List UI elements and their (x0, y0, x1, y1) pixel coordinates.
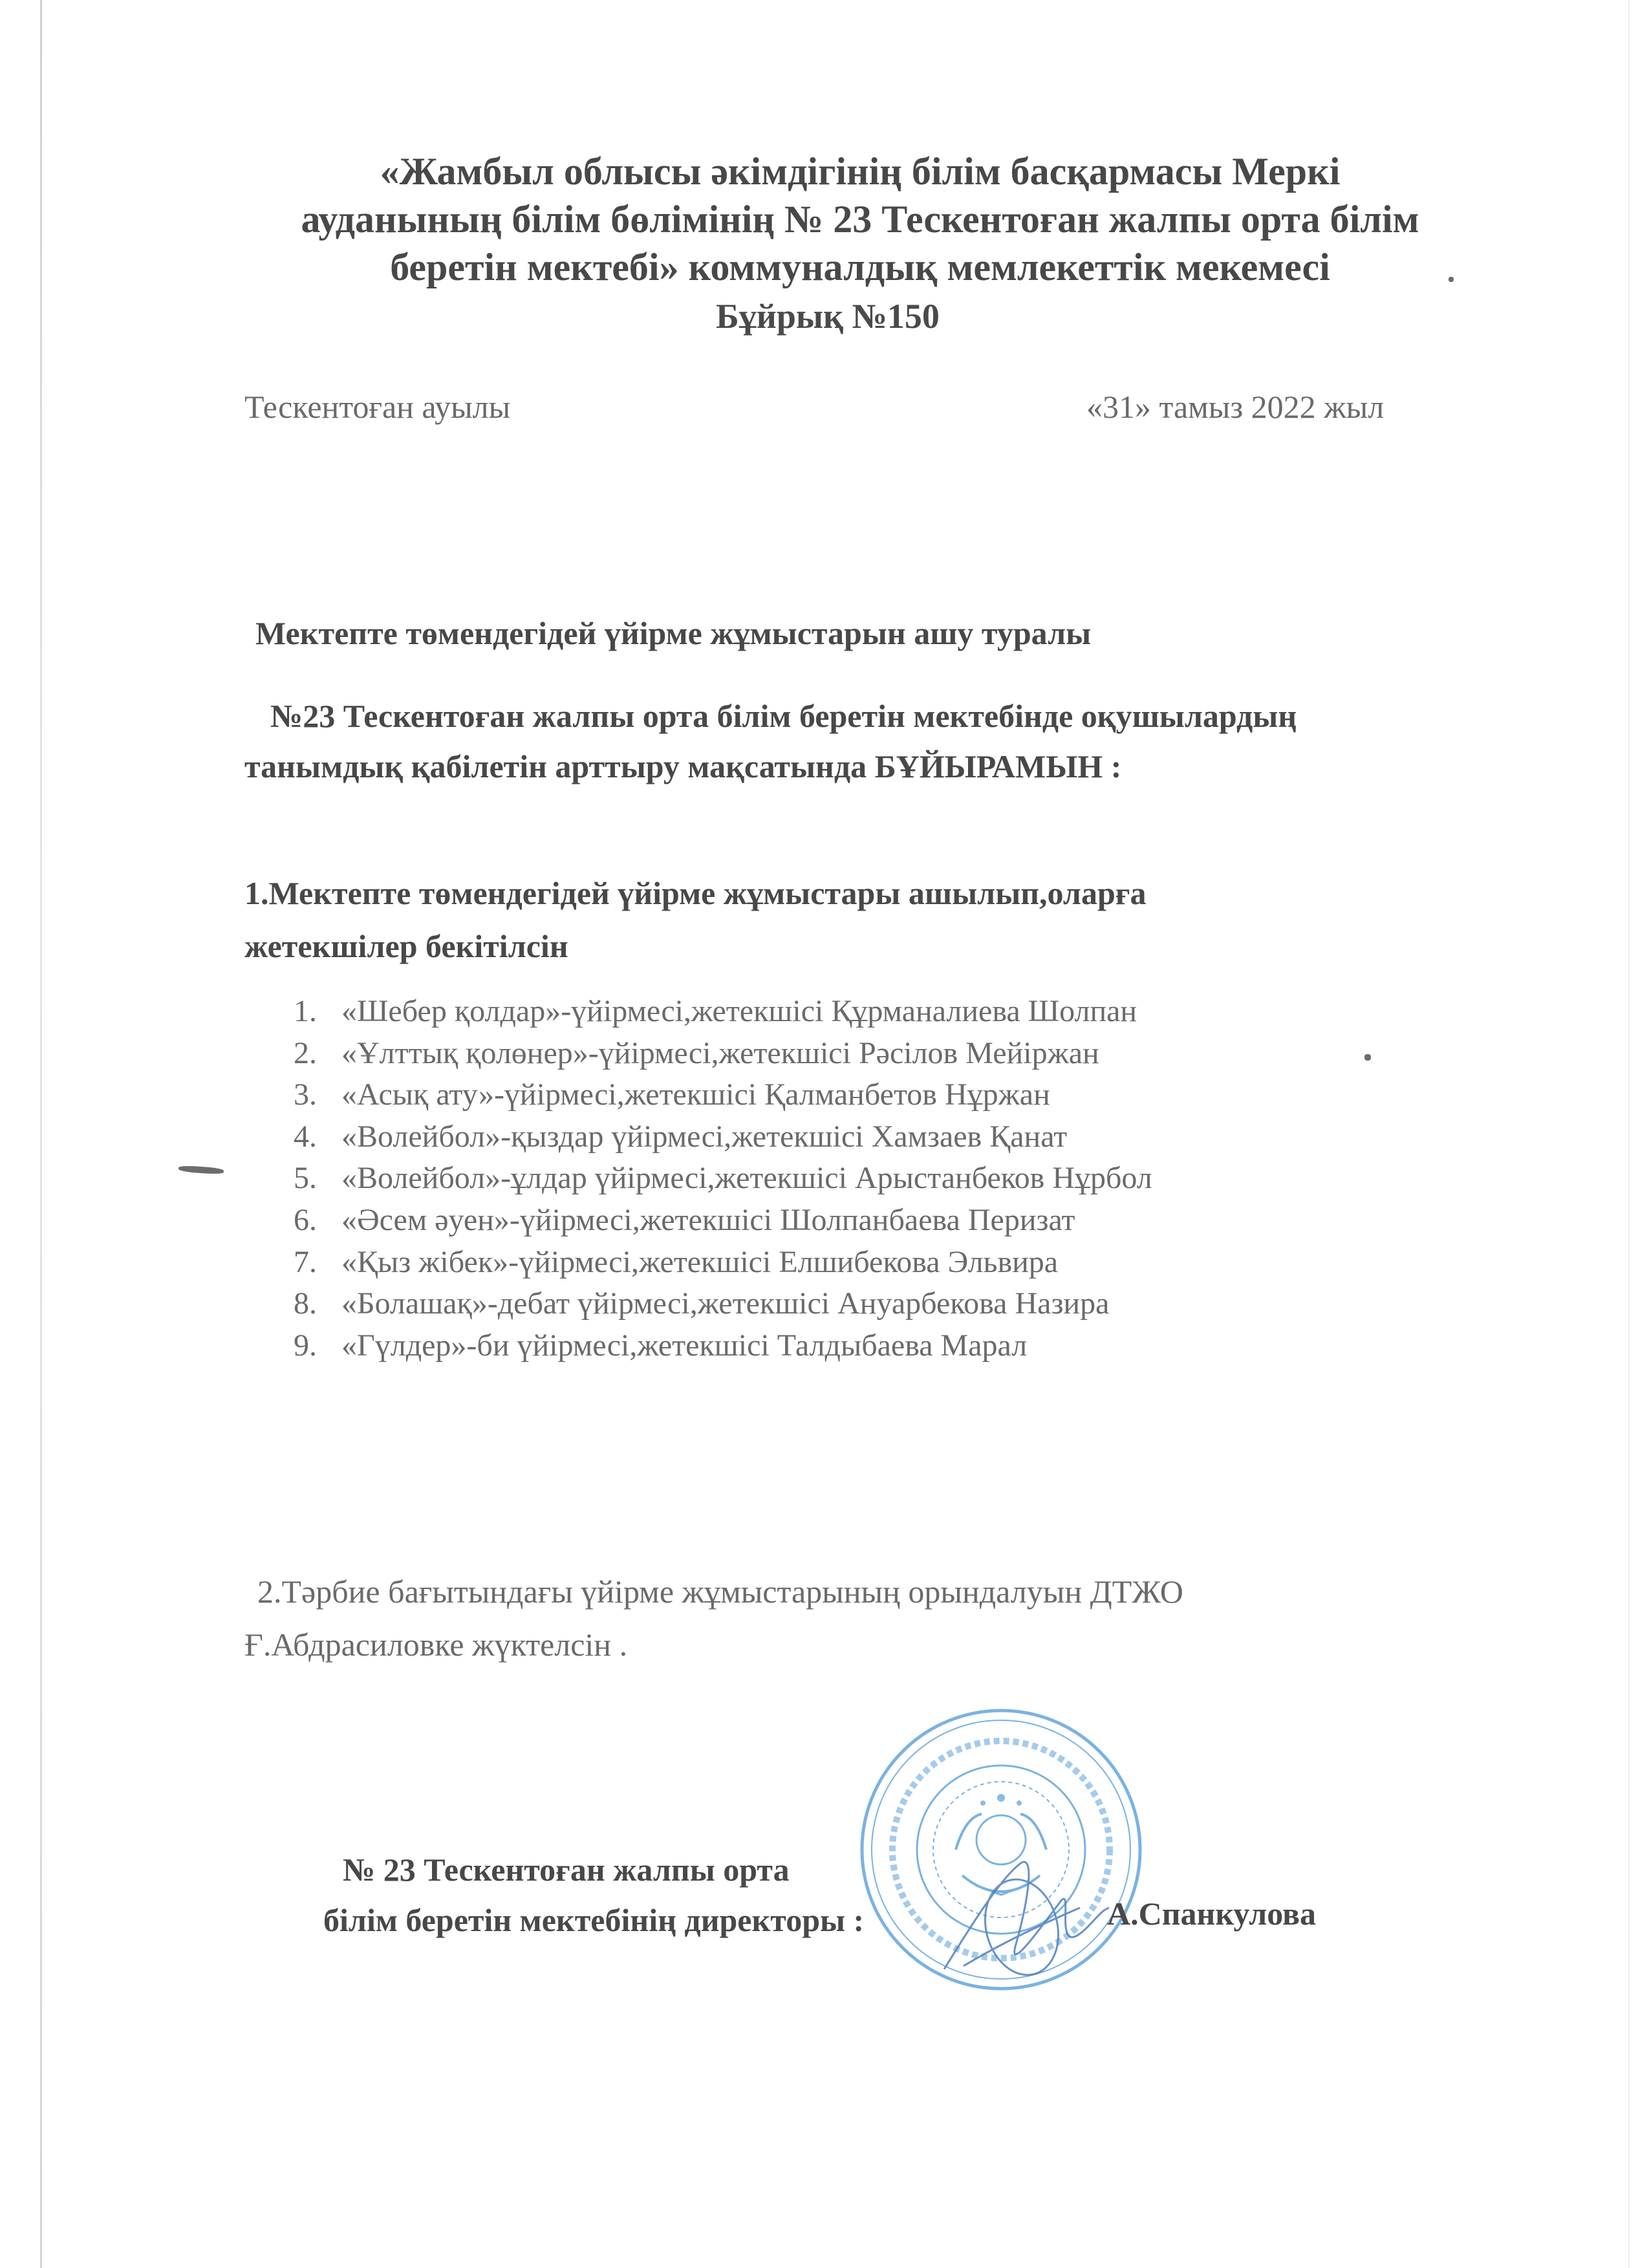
list-number: 5. (294, 1161, 317, 1196)
place-of-issue: Тескентоған ауылы (244, 389, 511, 425)
list-item (294, 1325, 1152, 1367)
list-item (294, 991, 1152, 1033)
list-item (294, 1200, 1152, 1242)
item-line: 2.Тәрбие бағытындағы үйірме жұмыстарының орындалуын ДТЖО (257, 1573, 1183, 1610)
list-number: 8. (294, 1286, 317, 1321)
list-number: 2. (294, 1035, 317, 1070)
list-item (294, 1116, 1152, 1158)
signatory-line: білім беретін мектебінің директоры : (323, 1902, 865, 1938)
list-number: 7. (294, 1244, 317, 1279)
scan-speck (178, 1165, 224, 1175)
header-line: «Жамбыл облысы әкімдігінің білім басқармасы Меркі (380, 150, 1341, 193)
order-item-2 (244, 1565, 1408, 1671)
list-item (294, 1074, 1152, 1116)
signature-icon (925, 1850, 1119, 1985)
list-item (294, 1242, 1152, 1284)
signatory-line: № 23 Тескентоған жалпы орта (343, 1852, 790, 1888)
preamble-line: танымдық қабілетін арттыру мақсатында БҰЙЫРАМЫН : (244, 748, 1122, 784)
list-text: «Асық ату»-үйірмесі,жетекшісі Қалманбетов Нұржан (341, 1077, 1050, 1112)
preamble (244, 691, 1531, 792)
order-date: «31» тамыз 2022 жыл (1086, 389, 1385, 425)
list-text: «Ұлттық қолөнер»-үйірмесі,жетекшісі Рәсілов Мейіржан (341, 1035, 1099, 1070)
item-line: жетекшілер бекітілсін (244, 928, 568, 964)
list-number: 6. (294, 1202, 317, 1237)
scan-speck (1364, 1054, 1371, 1061)
item-line: 1.Мектепте төмендегідей үйірме жұмыстары ашылып,оларға (244, 875, 1147, 911)
institution-header (194, 147, 1526, 291)
list-item (294, 1283, 1152, 1325)
list-text: «Шебер қолдар»-үйірмесі,жетекшісі Құрманалиева Шолпан (341, 994, 1137, 1028)
signatory-title (323, 1844, 864, 1945)
clubs-list (294, 991, 1152, 1366)
item-line: Ғ.Абдрасиловке жүктелсін . (244, 1626, 628, 1663)
scan-speck (1449, 277, 1454, 282)
list-text: «Әсем әуен»-үйірмесі,жетекшісі Шолпанбаева Перизат (341, 1202, 1075, 1237)
list-number: 1. (294, 994, 317, 1028)
list-item (294, 1158, 1152, 1200)
header-line: беретін мектебі» коммуналдық мемлекеттік мекемесі (390, 246, 1330, 288)
list-text: «Гүлдер»-би үйірмесі,жетекшісі Талдыбаева Марал (341, 1328, 1028, 1363)
list-number: 3. (294, 1077, 317, 1112)
preamble-line: №23 Тескентоған жалпы орта білім беретін мектебінде оқушылардың (270, 698, 1297, 734)
order-subject: Мектепте төмендегідей үйірме жұмыстарын ашу туралы (255, 615, 1092, 651)
scan-edge-right (1628, 0, 1630, 2268)
list-item (294, 1033, 1152, 1075)
order-item-1 (244, 867, 1344, 973)
signatory-name: А.Спанкулова (1107, 1895, 1316, 1932)
list-text: «Болашақ»-дебат үйірмесі,жетекшісі Ануарбекова Назира (341, 1286, 1110, 1321)
list-text: «Қыз жібек»-үйірмесі,жетекшісі Елшибекова Эльвира (341, 1244, 1059, 1279)
list-text: «Волейбол»-қыздар үйірмесі,жетекшісі Хамзаев Қанат (341, 1119, 1068, 1154)
list-text: «Волейбол»-ұлдар үйірмесі,жетекшісі Арыстанбеков Нұрбол (341, 1161, 1152, 1196)
scan-edge-left (40, 0, 42, 2268)
order-number: Бұйрық №150 (716, 297, 940, 336)
list-number: 4. (294, 1119, 317, 1154)
list-number: 9. (294, 1328, 317, 1363)
header-line: ауданының білім бөлімінің № 23 Тескентоған жалпы орта білім (301, 198, 1419, 241)
